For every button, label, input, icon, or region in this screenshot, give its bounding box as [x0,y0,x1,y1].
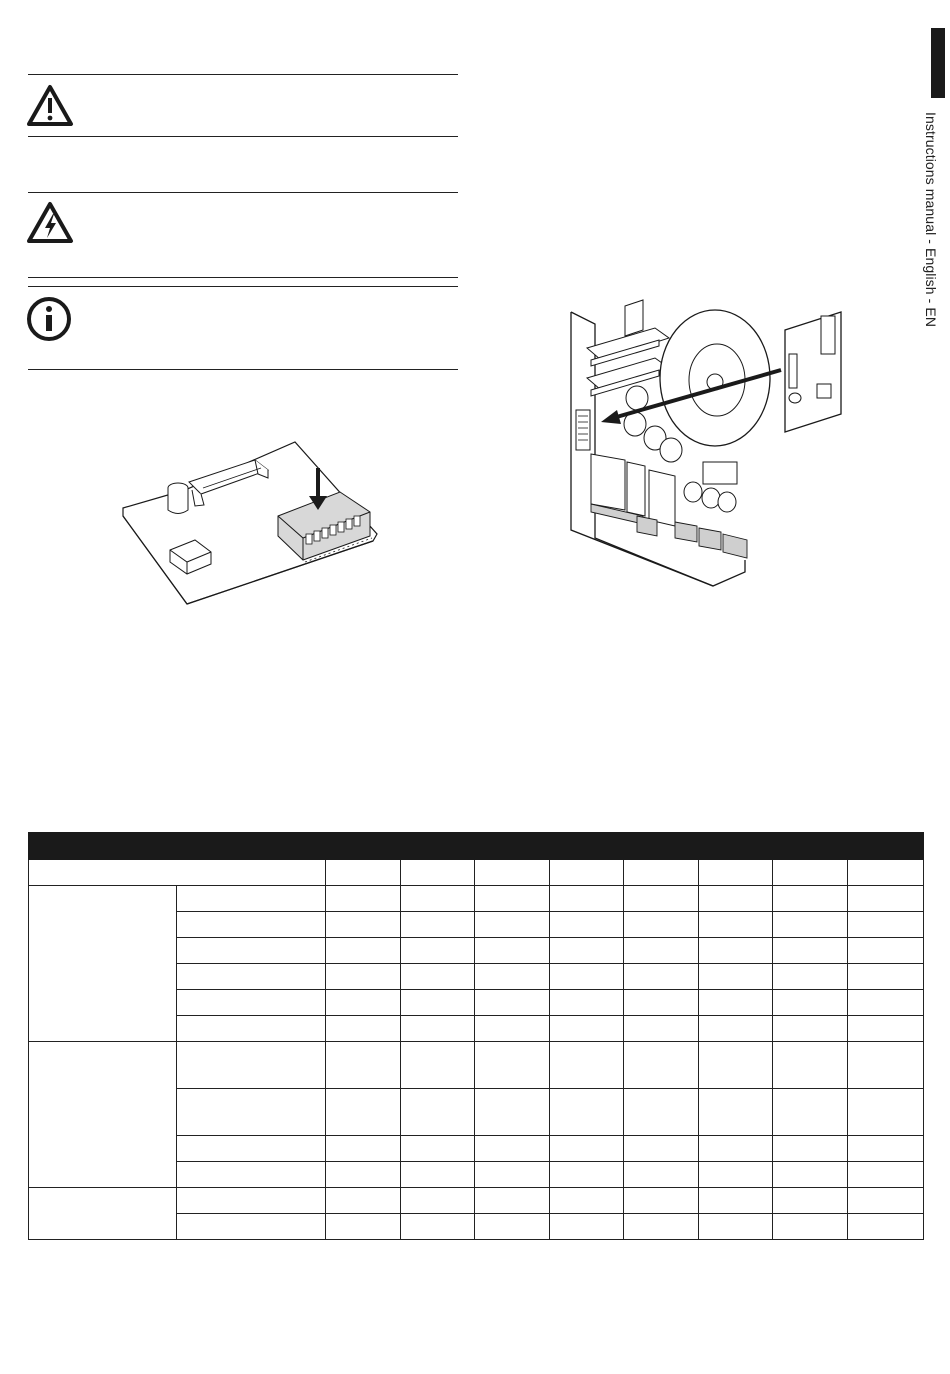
table-cell [475,1162,550,1188]
table-cell [401,938,475,964]
side-tab-marker [931,28,945,98]
table-cell [624,990,699,1016]
table-cell [401,1214,475,1240]
table-cell [401,964,475,990]
table-row-label [177,1136,326,1162]
table-cell [699,886,773,912]
table-cell [624,1188,699,1214]
notice-rule [28,286,458,287]
table-cell [326,1042,401,1089]
table-cell [773,886,848,912]
warning-triangle-icon [26,84,74,132]
table-cell [550,1214,624,1240]
table-cell [475,938,550,964]
table-cell [699,1136,773,1162]
table-cell [475,990,550,1016]
table-cell [401,912,475,938]
table-cell [773,938,848,964]
table-cell [773,1214,848,1240]
table-cell [773,990,848,1016]
table-row [29,886,924,912]
table-row-label [177,912,326,938]
table-group-cell [29,886,177,1042]
info-icon [26,296,74,344]
table-row-label [177,1188,326,1214]
table-cell [550,886,624,912]
table-cell [773,912,848,938]
table-cell [550,1016,624,1042]
table-cell [550,938,624,964]
table-cell [699,1162,773,1188]
table-cell [326,1089,401,1136]
table-cell [624,1136,699,1162]
table-cell [550,990,624,1016]
table-column-header-row [29,860,924,886]
table-cell [475,860,550,886]
table-cell [624,1042,699,1089]
table-cell [550,860,624,886]
table-cell [475,1089,550,1136]
table-cell [326,964,401,990]
table-cell [475,1188,550,1214]
table-cell [848,1089,924,1136]
notice-rule [28,74,458,75]
table-cell [624,938,699,964]
table-row-label [177,1089,326,1136]
table-cell [699,1214,773,1240]
table-row-label [177,1214,326,1240]
table-cell [550,1162,624,1188]
table-cell [848,964,924,990]
table-cell [699,860,773,886]
table-cell [624,1162,699,1188]
table-cell [326,1162,401,1188]
table-cell [624,1214,699,1240]
table-cell [326,1188,401,1214]
table-cell [401,1188,475,1214]
table-cell [401,1136,475,1162]
table-cell [624,912,699,938]
table-row-label [177,1016,326,1042]
table-cell [550,1136,624,1162]
table-header-bar [29,833,924,860]
table-cell [29,860,326,886]
table-cell [773,1042,848,1089]
table-cell [848,1162,924,1188]
table-group-cell [29,1042,177,1188]
table-cell [699,1089,773,1136]
table-cell [475,1016,550,1042]
table-row-label [177,938,326,964]
table-row-label [177,1042,326,1089]
table-cell [773,1136,848,1162]
table-cell [848,1016,924,1042]
table-cell [773,860,848,886]
table-cell [699,938,773,964]
table-cell [848,1042,924,1089]
table-row [29,1188,924,1214]
table-cell [550,1089,624,1136]
notice-rule [28,136,458,137]
table-row-label [177,990,326,1016]
table-cell [326,1016,401,1042]
table-cell [624,886,699,912]
table-cell [848,1188,924,1214]
table-cell [326,1214,401,1240]
notice-rule [28,369,458,370]
table-cell [401,1042,475,1089]
table-cell [326,860,401,886]
table-cell [475,964,550,990]
table-cell [401,886,475,912]
side-tab-label: Instructions manual - English - EN [923,112,939,328]
table-cell [475,1214,550,1240]
control-unit-illustration [565,290,865,588]
table-cell [848,990,924,1016]
table-row-label [177,886,326,912]
table-cell [401,990,475,1016]
table-group-cell [29,1188,177,1240]
table-cell [699,1188,773,1214]
table-cell [550,964,624,990]
table-row-label [177,964,326,990]
table-cell [773,1016,848,1042]
table-cell [699,990,773,1016]
table-cell [848,1214,924,1240]
table-cell [848,860,924,886]
table-cell [848,1136,924,1162]
electric-hazard-icon [26,201,74,249]
table-cell [401,1016,475,1042]
table-cell [848,912,924,938]
table-cell [326,990,401,1016]
table-cell [550,1188,624,1214]
table-cell [624,964,699,990]
table-cell [848,886,924,912]
receiver-board-illustration [115,438,395,608]
spec-table [28,832,924,1240]
table-cell [773,1089,848,1136]
table-cell [401,1089,475,1136]
table-cell [326,912,401,938]
table-cell [326,938,401,964]
table-row [29,1042,924,1089]
table-cell [773,1162,848,1188]
notice-rule [28,192,458,193]
table-cell [848,938,924,964]
table-cell [475,1136,550,1162]
table-cell [699,964,773,990]
table-cell [624,1089,699,1136]
table-cell [326,886,401,912]
table-cell [401,1162,475,1188]
table-cell [475,886,550,912]
table-cell [624,1016,699,1042]
table-cell [550,1042,624,1089]
table-cell [699,1016,773,1042]
table-cell [475,912,550,938]
table-cell [550,912,624,938]
table-cell [475,1042,550,1089]
table-header-text [29,833,924,860]
notice-rule [28,277,458,278]
table-row-label [177,1162,326,1188]
table-cell [699,912,773,938]
table-cell [699,1042,773,1089]
table-cell [401,860,475,886]
table-cell [326,1136,401,1162]
table-cell [624,860,699,886]
table-cell [773,1188,848,1214]
table-cell [773,964,848,990]
